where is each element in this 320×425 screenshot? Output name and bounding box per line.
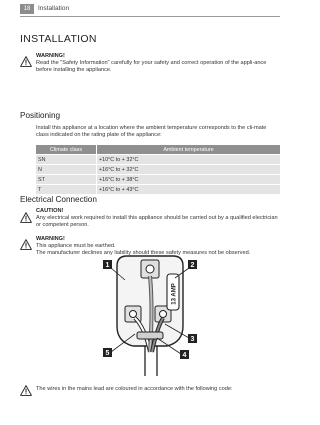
- caution-notice: [36, 208, 282, 230]
- warning-heading: WARNING!: [36, 53, 65, 59]
- positioning-heading: Positioning: [20, 111, 61, 120]
- table-row: [36, 175, 280, 185]
- callout-3: 3: [190, 336, 195, 343]
- callout-2: 2: [190, 262, 195, 269]
- electrical-connection-heading: Electrical Connection: [20, 195, 97, 204]
- header-section-title: Installation: [38, 5, 70, 12]
- table-row: [36, 185, 280, 195]
- table-cell-temperature: +10°C to + 32°C: [97, 155, 281, 165]
- wire-colour-note: The wires in the mains lead are coloured in accordance with the following code:: [36, 386, 233, 392]
- table-cell-class: T: [36, 185, 97, 195]
- table-cell-class: N: [36, 165, 97, 175]
- page-title: INSTALLATION: [20, 33, 97, 45]
- page-number: 18: [20, 4, 34, 14]
- earthing-warning-line1: This appliance must be earthed.: [36, 243, 116, 250]
- callout-4: 4: [182, 352, 187, 359]
- positioning-text: Install this appliance at a location where the ambient temperature corresponds to the cli-mate class indicated on the rating plate of the appliance:: [36, 125, 267, 139]
- table-header-climate-class: Climate class: [36, 145, 97, 155]
- warning-triangle-icon: [20, 385, 32, 396]
- plug-wiring-diagram: [95, 248, 205, 378]
- callout-1: 1: [105, 262, 110, 269]
- warning-text: Read the "Safety Information" carefully for your safety and correct operation of the appli-ance before installing the appliance.: [36, 60, 267, 74]
- caution-text: Any electrical work required to install this appliance should be carried out by a qualified electrician or competent person.: [36, 215, 278, 229]
- table-header-ambient-temperature: Ambient temperature: [97, 145, 281, 155]
- table-cell-class: SN: [36, 155, 97, 165]
- callout-5: 5: [105, 350, 110, 357]
- table-cell-temperature: +16°C to + 43°C: [97, 185, 281, 195]
- header-divider: [20, 16, 280, 17]
- table-cell-class: ST: [36, 175, 97, 185]
- warning-triangle-icon: [20, 56, 32, 67]
- earthing-warning-line2: The manufacturer declines any liability should these safety measures not be observed.: [36, 250, 251, 257]
- table-cell-temperature: +16°C to + 32°C: [97, 165, 281, 175]
- table-header-row: [36, 145, 280, 155]
- caution-heading: CAUTION!: [36, 208, 64, 214]
- fuse-label: 13 AMP: [171, 283, 178, 305]
- earthing-warning-heading: WARNING!: [36, 236, 65, 242]
- table-row: [36, 165, 280, 175]
- warning-notice-top: [36, 53, 282, 75]
- table-row: [36, 155, 280, 165]
- table-cell-temperature: +16°C to + 38°C: [97, 175, 281, 185]
- warning-triangle-icon: [20, 212, 32, 223]
- climate-class-table: [36, 145, 280, 194]
- warning-triangle-icon: [20, 239, 32, 250]
- page-header: [0, 4, 300, 16]
